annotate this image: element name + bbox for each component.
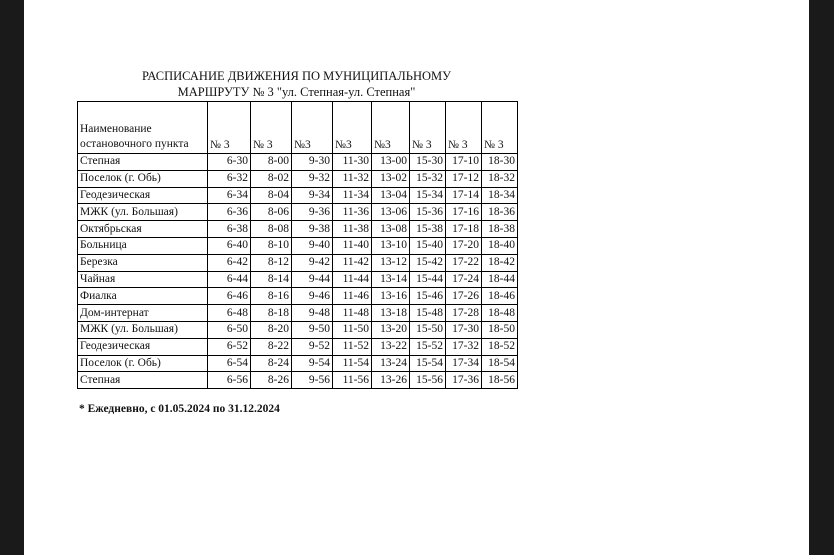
stop-header-line-2: остановочного пункта — [80, 138, 189, 150]
departure-time-cell: 8-12 — [251, 254, 292, 271]
route-column-header: № 3 — [410, 102, 446, 154]
validity-note: * Ежедневно, с 01.05.2024 по 31.12.2024 — [79, 403, 280, 415]
departure-time-cell: 8-00 — [251, 154, 292, 171]
departure-time-cell: 13-08 — [372, 221, 410, 238]
table-row — [78, 221, 518, 238]
table-row — [78, 271, 518, 288]
departure-time-cell: 9-46 — [292, 288, 333, 305]
departure-time-cell: 17-10 — [446, 154, 482, 171]
departure-time-cell: 6-30 — [208, 154, 251, 171]
stop-name-cell: Геодезическая — [78, 187, 208, 204]
departure-time-cell: 18-40 — [482, 237, 518, 254]
departure-time-cell: 6-42 — [208, 254, 251, 271]
departure-time-cell: 17-24 — [446, 271, 482, 288]
departure-time-cell: 15-54 — [410, 355, 446, 372]
departure-time-cell: 17-32 — [446, 338, 482, 355]
departure-time-cell: 11-40 — [333, 237, 372, 254]
departure-time-cell: 18-54 — [482, 355, 518, 372]
departure-time-cell: 13-00 — [372, 154, 410, 171]
departure-time-cell: 6-52 — [208, 338, 251, 355]
table-row — [78, 154, 518, 171]
departure-time-cell: 8-08 — [251, 221, 292, 238]
departure-time-cell: 11-56 — [333, 372, 372, 389]
departure-time-cell: 18-48 — [482, 305, 518, 322]
stop-name-cell: Фиалка — [78, 288, 208, 305]
departure-time-cell: 11-42 — [333, 254, 372, 271]
table-header-row — [78, 102, 518, 154]
stop-name-cell: МЖК (ул. Большая) — [78, 321, 208, 338]
departure-time-cell: 11-52 — [333, 338, 372, 355]
departure-time-cell: 11-46 — [333, 288, 372, 305]
departure-time-cell: 6-40 — [208, 237, 251, 254]
departure-time-cell: 8-20 — [251, 321, 292, 338]
departure-time-cell: 18-30 — [482, 154, 518, 171]
departure-time-cell: 17-18 — [446, 221, 482, 238]
departure-time-cell: 15-46 — [410, 288, 446, 305]
departure-time-cell: 6-48 — [208, 305, 251, 322]
departure-time-cell: 8-16 — [251, 288, 292, 305]
departure-time-cell: 9-40 — [292, 237, 333, 254]
departure-time-cell: 6-32 — [208, 170, 251, 187]
departure-time-cell: 13-04 — [372, 187, 410, 204]
document-page — [24, 0, 809, 555]
table-row — [78, 338, 518, 355]
table-row — [78, 355, 518, 372]
departure-time-cell: 17-30 — [446, 321, 482, 338]
route-column-header: № 3 — [208, 102, 251, 154]
departure-time-cell: 18-34 — [482, 187, 518, 204]
departure-time-cell: 15-52 — [410, 338, 446, 355]
departure-time-cell: 13-22 — [372, 338, 410, 355]
departure-time-cell: 13-16 — [372, 288, 410, 305]
table-row — [78, 321, 518, 338]
departure-time-cell: 17-28 — [446, 305, 482, 322]
route-column-header: № 3 — [446, 102, 482, 154]
departure-time-cell: 15-36 — [410, 204, 446, 221]
stop-name-cell: Дом-интернат — [78, 305, 208, 322]
departure-time-cell: 11-36 — [333, 204, 372, 221]
departure-time-cell: 11-48 — [333, 305, 372, 322]
departure-time-cell: 15-56 — [410, 372, 446, 389]
departure-time-cell: 15-32 — [410, 170, 446, 187]
departure-time-cell: 8-26 — [251, 372, 292, 389]
departure-time-cell: 18-56 — [482, 372, 518, 389]
departure-time-cell: 6-46 — [208, 288, 251, 305]
departure-time-cell: 13-06 — [372, 204, 410, 221]
stop-name-cell: Березка — [78, 254, 208, 271]
departure-time-cell: 8-06 — [251, 204, 292, 221]
stop-name-cell: Степная — [78, 372, 208, 389]
departure-time-cell: 6-44 — [208, 271, 251, 288]
departure-time-cell: 13-14 — [372, 271, 410, 288]
departure-time-cell: 18-38 — [482, 221, 518, 238]
departure-time-cell: 11-44 — [333, 271, 372, 288]
departure-time-cell: 17-16 — [446, 204, 482, 221]
table-row — [78, 237, 518, 254]
departure-time-cell: 6-56 — [208, 372, 251, 389]
departure-time-cell: 11-38 — [333, 221, 372, 238]
departure-time-cell: 8-04 — [251, 187, 292, 204]
departure-time-cell: 6-50 — [208, 321, 251, 338]
departure-time-cell: 8-02 — [251, 170, 292, 187]
departure-time-cell: 15-38 — [410, 221, 446, 238]
departure-time-cell: 17-34 — [446, 355, 482, 372]
departure-time-cell: 18-32 — [482, 170, 518, 187]
departure-time-cell: 8-14 — [251, 271, 292, 288]
departure-time-cell: 6-38 — [208, 221, 251, 238]
departure-time-cell: 13-10 — [372, 237, 410, 254]
stop-name-cell: МЖК (ул. Большая) — [78, 204, 208, 221]
departure-time-cell: 9-42 — [292, 254, 333, 271]
departure-time-cell: 17-20 — [446, 237, 482, 254]
departure-time-cell: 15-44 — [410, 271, 446, 288]
schedule-body — [78, 154, 518, 389]
route-column-header: №3 — [333, 102, 372, 154]
departure-time-cell: 13-12 — [372, 254, 410, 271]
departure-time-cell: 15-40 — [410, 237, 446, 254]
departure-time-cell: 11-34 — [333, 187, 372, 204]
departure-time-cell: 9-38 — [292, 221, 333, 238]
departure-time-cell: 17-14 — [446, 187, 482, 204]
departure-time-cell: 9-50 — [292, 321, 333, 338]
departure-time-cell: 13-24 — [372, 355, 410, 372]
route-column-header: №3 — [292, 102, 333, 154]
stop-header-line-1: Наименование — [80, 123, 152, 135]
stop-name-cell: Больница — [78, 237, 208, 254]
departure-time-cell: 13-18 — [372, 305, 410, 322]
title-line-2: МАРШРУТУ № 3 "ул. Степная-ул. Степная" — [177, 85, 416, 99]
departure-time-cell: 18-52 — [482, 338, 518, 355]
stop-name-cell: Степная — [78, 154, 208, 171]
route-column-header: № 3 — [251, 102, 292, 154]
departure-time-cell: 9-30 — [292, 154, 333, 171]
departure-time-cell: 9-36 — [292, 204, 333, 221]
title-line-1: РАСПИСАНИЕ ДВИЖЕНИЯ ПО МУНИЦИПАЛЬНОМУ — [142, 69, 451, 83]
departure-time-cell: 18-36 — [482, 204, 518, 221]
departure-time-cell: 11-54 — [333, 355, 372, 372]
table-row — [78, 254, 518, 271]
departure-time-cell: 15-30 — [410, 154, 446, 171]
stop-column-header — [78, 102, 208, 154]
departure-time-cell: 8-10 — [251, 237, 292, 254]
departure-time-cell: 13-02 — [372, 170, 410, 187]
departure-time-cell: 13-26 — [372, 372, 410, 389]
stop-name-cell: Поселок (г. Обь) — [78, 170, 208, 187]
departure-time-cell: 9-44 — [292, 271, 333, 288]
route-column-header: №3 — [372, 102, 410, 154]
departure-time-cell: 15-48 — [410, 305, 446, 322]
stop-name-cell: Поселок (г. Обь) — [78, 355, 208, 372]
table-row — [78, 187, 518, 204]
page-title — [24, 68, 569, 100]
departure-time-cell: 8-18 — [251, 305, 292, 322]
departure-time-cell: 11-32 — [333, 170, 372, 187]
table-row — [78, 204, 518, 221]
departure-time-cell: 11-50 — [333, 321, 372, 338]
departure-time-cell: 6-54 — [208, 355, 251, 372]
departure-time-cell: 8-24 — [251, 355, 292, 372]
stop-name-cell: Октябрьская — [78, 221, 208, 238]
departure-time-cell: 18-46 — [482, 288, 518, 305]
departure-time-cell: 15-42 — [410, 254, 446, 271]
departure-time-cell: 18-50 — [482, 321, 518, 338]
table-row — [78, 305, 518, 322]
departure-time-cell: 15-34 — [410, 187, 446, 204]
schedule-table — [77, 101, 518, 389]
departure-time-cell: 6-34 — [208, 187, 251, 204]
departure-time-cell: 17-12 — [446, 170, 482, 187]
departure-time-cell: 9-34 — [292, 187, 333, 204]
departure-time-cell: 9-52 — [292, 338, 333, 355]
table-row — [78, 372, 518, 389]
departure-time-cell: 13-20 — [372, 321, 410, 338]
departure-time-cell: 9-48 — [292, 305, 333, 322]
stop-name-cell: Геодезическая — [78, 338, 208, 355]
departure-time-cell: 17-26 — [446, 288, 482, 305]
departure-time-cell: 17-36 — [446, 372, 482, 389]
departure-time-cell: 18-42 — [482, 254, 518, 271]
departure-time-cell: 9-32 — [292, 170, 333, 187]
departure-time-cell: 9-56 — [292, 372, 333, 389]
route-column-header: № 3 — [482, 102, 518, 154]
departure-time-cell: 6-36 — [208, 204, 251, 221]
departure-time-cell: 18-44 — [482, 271, 518, 288]
departure-time-cell: 17-22 — [446, 254, 482, 271]
departure-time-cell: 11-30 — [333, 154, 372, 171]
table-row — [78, 288, 518, 305]
stop-name-cell: Чайная — [78, 271, 208, 288]
departure-time-cell: 15-50 — [410, 321, 446, 338]
departure-time-cell: 8-22 — [251, 338, 292, 355]
table-row — [78, 170, 518, 187]
departure-time-cell: 9-54 — [292, 355, 333, 372]
